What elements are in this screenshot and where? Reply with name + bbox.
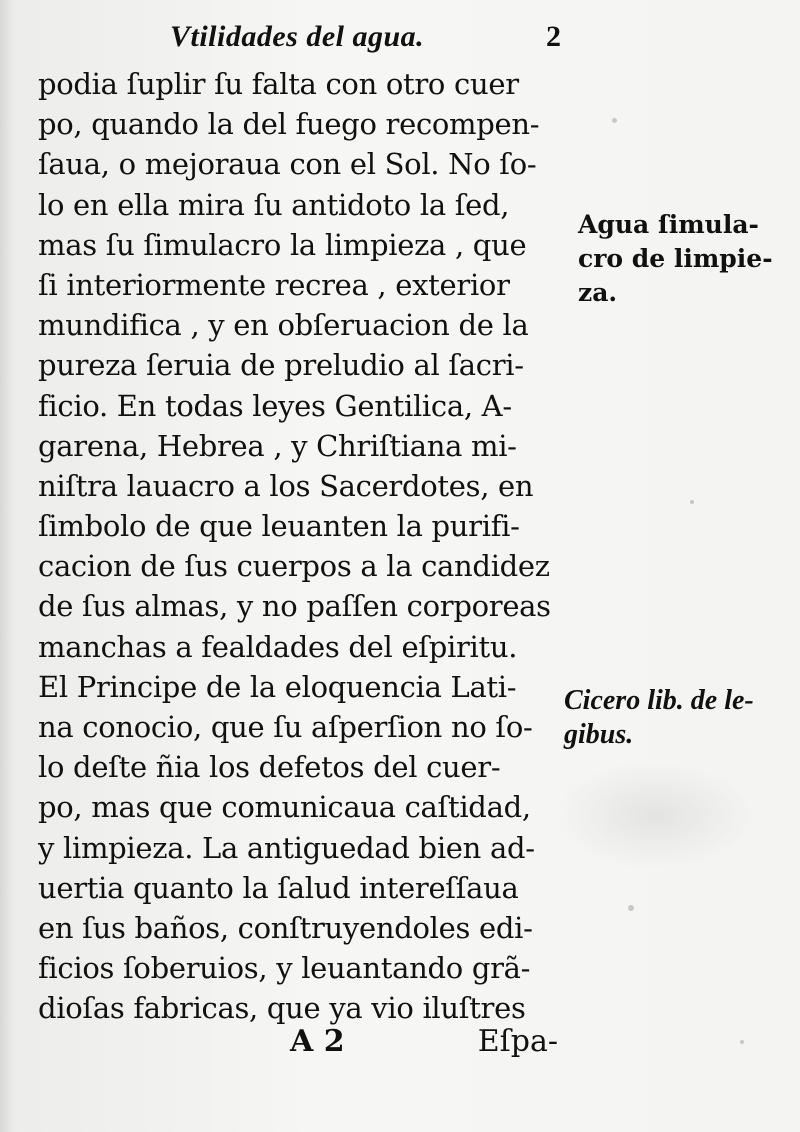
text-line: ſi interiormente recrea , exterior	[38, 267, 510, 302]
margin-note-line: cro de limpie-	[578, 244, 773, 273]
text-line: lo en ella mira ſu antidoto la ſed,	[38, 187, 510, 222]
catchword: Eſpa-	[477, 1024, 558, 1059]
margin-note-line: gibus.	[564, 719, 634, 750]
text-line: El Principe de la eloquencia Lati-	[38, 669, 517, 704]
text-line: ficios ſoberuios, y leuantando grã-	[38, 951, 531, 986]
page-edge-shadow	[0, 0, 14, 1132]
margin-note-agua	[578, 208, 773, 310]
margin-note-line: Agua ſimula-	[578, 210, 759, 239]
margin-note-line: za.	[578, 278, 618, 307]
paper-speck	[690, 500, 694, 504]
margin-note-line: Cicero lib. de le-	[564, 685, 754, 716]
text-line: po, mas que comunicaua caſtidad,	[38, 790, 531, 825]
show-through-smudge	[555, 760, 755, 870]
text-line: mundifica , y en obſeruacion de la	[38, 308, 529, 343]
text-line: uertia quanto la ſalud intereſſaua	[38, 870, 519, 905]
text-line: lo deſte ñia los defetos del cuer-	[38, 750, 501, 785]
text-line: niſtra lauacro a los Sacerdotes, en	[38, 468, 534, 503]
paper-speck	[740, 1040, 744, 1044]
text-line: garena, Hebrea , y Chriſtiana mi-	[38, 428, 517, 463]
text-line: podia ſuplir ſu falta con otro cuer	[38, 67, 519, 101]
text-line: manchas a fealdades del eſpiritu.	[38, 629, 518, 664]
text-line: mas ſu ſimulacro la limpieza , que	[38, 227, 527, 262]
running-title: Vtilidades del agua.	[170, 20, 425, 53]
page-footer	[38, 1020, 558, 1064]
text-line: na conocio, que ſu aſperſion no ſo-	[38, 710, 533, 744]
signature-mark: A 2	[290, 1024, 345, 1059]
text-line: cacion de ſus cuerpos a la candidez	[38, 549, 550, 584]
text-line: en ſus baños, conſtruyendoles edi-	[38, 910, 533, 945]
text-line: ſimbolo de que leuanten la purifi-	[38, 509, 520, 544]
text-line: ficio. En todas leyes Gentilica, A-	[38, 388, 512, 423]
text-line: dioſas fabricas, que ya vio iluſtres	[38, 991, 526, 1026]
paper-speck	[612, 118, 617, 123]
margin-note-cicero	[564, 684, 754, 752]
text-line: y limpieza. La antiguedad bien ad-	[38, 830, 535, 865]
text-line: pureza ſeruia de preludio al ſacri-	[38, 348, 524, 383]
text-line: ſaua, o mejoraua con el Sol. No ſo-	[38, 147, 537, 182]
page-number: 2	[546, 20, 561, 53]
body-text	[38, 64, 558, 1029]
text-line: po, quando la del fuego recompen-	[38, 107, 540, 142]
page-header	[170, 14, 570, 60]
text-line: de ſus almas, y no paſſen corporeas	[38, 589, 551, 624]
paper-speck	[628, 905, 634, 911]
